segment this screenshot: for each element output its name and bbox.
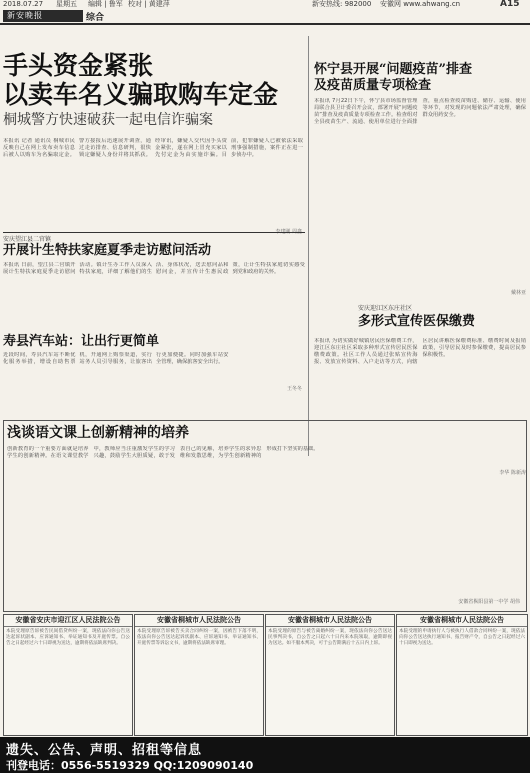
story3-body: 近段时间，寿县汽车站不断优化服务举措，增设自助售票机，开通网上购票渠道，实行站务人员引导服务，让旅客出行更加便捷。同时加强车站安全管理，确保旅客安全出行。 <box>3 352 229 365</box>
right-mid-author: 李华 陈新涛 <box>499 470 526 476</box>
story3-headline: 寿县汽车站：让出行更简单 <box>3 334 160 349</box>
classified-title: 遗失、公告、声明、招租等信息 <box>6 743 203 758</box>
classified-contact: 刊登电话：0556-5519329 QQ:1209090140 <box>6 759 254 772</box>
section-name: 综合 <box>86 13 105 23</box>
column-divider <box>308 36 309 456</box>
page-number: A15 <box>500 0 520 9</box>
notice-1 <box>3 614 133 736</box>
right-top-headline-2: 及疫苗质量专项检查 <box>314 78 432 93</box>
classified-ad-banner <box>0 737 530 773</box>
story2-kicker: 安庆望江县二官镇 <box>3 236 52 243</box>
right-top-body: 本报讯 7月22日下午，怀宁县市场监督管理局联合县卫计委召开会议，部署开展“问题疫苗”排查及疫苗质量专项检查工作。检查组对全县疫苗生产、流通、使用单位进行全面排查，重点检查疫苗购进、储存、运输、使用等环节，对发现的问题依法严肃处理，确保群众用药安全。 <box>314 98 526 125</box>
newspaper-logo: 新安晚报 <box>3 10 83 22</box>
story4-headline: 浅谈语文课上创新精神的培养 <box>7 425 189 441</box>
notice-title: 安徽省桐城市人民法院公告 <box>266 615 394 627</box>
rule <box>3 232 305 233</box>
lead-body: 本报讯 记者 通讯员 桐城市民反映自己在网上发布卖车信息后被人以购车为名骗取定金。警方接报后迅速展开调查，通过走访排查、信息研判，很快锁定嫌疑人身份并将其抓获。经审讯，嫌疑人交代因手头资金紧张，遂在网上冒充买家以先付定金为由实施诈骗。目前，犯罪嫌疑人已被依法采取刑事强制措施，案件正在进一步侦办中。 <box>3 138 303 158</box>
notice-body: 本院受理原告诉被告买卖合同纠纷一案，因被告下落不明，依法向你公告送达起诉状副本、应诉通知书、举证通知书、开庭传票等诉讼文书，逾期将依法缺席审理。 <box>137 629 261 646</box>
story2-body: 本报讯 日前，望江县二官镇开展计生特扶家庭夏季走访慰问活动。镇计生办工作人员深入特扶家庭，详细了解他们的生活、身体状况，送去慰问品和慰问金，并宣传计生惠民政策，让计生特扶家庭切实感受到党和政府的关怀。 <box>3 262 305 275</box>
story4-author: 安徽省枞阳县第一中学 胡伟 <box>458 599 520 605</box>
right-mid-kicker: 安庆迎江区东庄社区 <box>358 305 413 312</box>
issue-date: 2018.07.27 <box>3 0 44 8</box>
notice-title: 安徽省桐城市人民法院公告 <box>135 615 263 627</box>
notice-body: 本院受理原告诉被告民间借贷纠纷一案，现依法向你公告送达起诉状副本、应诉通知书、举证通知书及开庭传票。自公告之日起经过六十日即视为送达，逾期将依法缺席判决。 <box>6 629 130 646</box>
notice-body: 本院受理的申请执行人与被执行人借款合同纠纷一案，现依法向你公告送达执行通知书、报告财产令，自公告之日起经过六十日即视为送达。 <box>399 629 525 646</box>
proof-credit: 校对 | 黄建萍 <box>128 0 170 8</box>
story4-body: 创新教育的一个重要方面就是培养学生的创新精神。在语文课堂教学中，教师应当注重激发学生的学习兴趣，鼓励学生大胆质疑，敢于发表自己的见解，培养学生的求异思维和发散思维，为学生创新精神的形成打下坚实的基础。 <box>7 446 319 459</box>
notice-4 <box>396 614 528 736</box>
right-top-author: 戴林亚 <box>510 290 526 296</box>
top-info-bar <box>0 0 530 9</box>
notice-3 <box>265 614 395 736</box>
editor-credit: 编辑 | 鲁军 <box>88 0 123 8</box>
lead-headline-2: 以卖车名义骗取购车定金 <box>3 80 279 109</box>
hotline: 新安热线: 982000 <box>312 0 372 8</box>
notice-title: 安徽省桐城市人民法院公告 <box>397 615 527 627</box>
right-top-headline-1: 怀宁县开展“问题疫苗”排查 <box>314 62 472 77</box>
lead-subhead: 桐城警方快速破获一起电信诈骗案 <box>3 112 213 128</box>
lead-headline-1: 手头资金紧张 <box>3 51 154 80</box>
right-mid-body: 本报讯 为切实做好城镇居民医保缴费工作，迎江区东庄社区采取多种形式宣传居民医保缴费政策。社区工作人员通过张贴宣传海报、发放宣传资料、入户走访等方式，向辖区居民讲解医保缴费标准、缴费时间及报销政策，引导居民及时参保缴费，提高居民参保积极性。 <box>314 338 526 365</box>
notice-title: 安徽省安庆市迎江区人民法院公告 <box>4 615 132 627</box>
website: 安徽网 www.ahwang.cn <box>380 0 461 8</box>
story2-headline: 开展计生特扶家庭夏季走访慰问活动 <box>3 243 212 258</box>
notice-2 <box>134 614 264 736</box>
issue-weekday: 星期五 <box>56 0 77 8</box>
notice-body: 本院受理的原告与被告离婚纠纷一案，现依法向你公告送达民事判决书，自公告之日起六十日内来本院领取，逾期即视为送达。如不服本判决，可于公告期满后十五日内上诉。 <box>268 629 392 646</box>
story3-author: 王冬冬 <box>286 386 302 392</box>
masthead <box>0 9 530 25</box>
right-mid-headline: 多形式宣传医保缴费 <box>358 314 476 329</box>
